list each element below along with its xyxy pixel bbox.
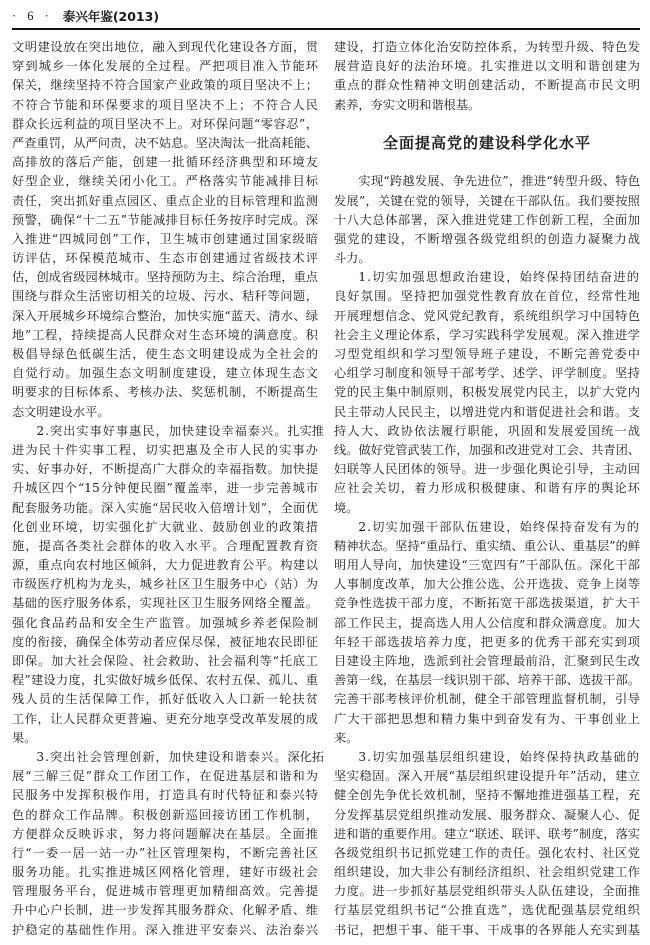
section-heading: 全面提高党的建设科学化水平	[382, 133, 591, 152]
text-line: 实现“跨越发展、争先进位”，推进“转型升级、特色	[358, 174, 640, 189]
text-line: 明用人导向，加快建设“三宽四有”干部队伍。深化干部	[334, 558, 640, 573]
text-line: 斗力。	[334, 251, 371, 266]
text-line	[12, 748, 324, 767]
text-line	[334, 748, 640, 767]
text-line: 好型企业，继续关闭小化工。严格落实节能减排目标	[12, 174, 318, 189]
text-line: 习型党组织和学习型领导班子建设，不断完善党委中	[334, 347, 640, 362]
text-line: 服务功能。扎实推进城区网格化管理，建好市级社会	[12, 865, 318, 880]
text-line: 严查重罚，从严问责，决不姑息。坚决淘汰一批高耗能、	[12, 135, 318, 150]
left-column	[12, 38, 324, 940]
text-line: 十八大总体部署，深入推进党建工作创新工程，全面加	[334, 212, 640, 227]
text-line: 境。	[334, 500, 359, 515]
text-line: 进为民十件实事工程，切实把惠及全市人民的实事办	[12, 442, 318, 457]
text-line: 发展”，关键在党的领导，关键在干部队伍。我们要按照	[334, 193, 640, 208]
text-line: 基础的医疗服务体系，实现社区卫生服务网络全覆盖。	[12, 596, 318, 611]
text-line: 开展理想信念、党风党纪教育，系统组织学习中国特色	[334, 308, 640, 323]
text-line: 自觉行动。加强生态文明制度建设，建立体现生态文	[12, 366, 318, 381]
text-line: 分发挥基层党组织推动发展、服务群众、凝聚人心、促	[334, 807, 640, 822]
text-line: 升中心户长制，进一步发挥其服务群众、化解矛盾、维	[12, 903, 318, 918]
page-number: · 6 ·	[12, 8, 53, 23]
text-line: 色的群众工作品牌。积极创新巡回接访团工作机制，	[12, 807, 318, 822]
line-text: 扎实推	[287, 423, 324, 438]
text-line: 民主带动人民民主，以增进党内和谐促进社会和谐。支	[334, 404, 640, 419]
text-line: 市级医疗机构为龙头，城乡社区卫生服务中心（站）为	[12, 577, 318, 592]
text-line: 人事制度改革，加大公推公选、公开选拔、竞争上岗等	[334, 577, 640, 592]
text-line: 文明建设放在突出地位，融入到现代化建设各方面，贯	[12, 40, 318, 54]
text-line: 广大干部把思想和精力集中到奋发有为、干事创业上	[334, 711, 640, 726]
text-line: 线。做好党管武装工作，加强和改进党对工会、共青团、	[334, 442, 640, 457]
text-line: 妇联等人民团体的领导。进一步强化舆论引导，主动回	[334, 462, 640, 477]
paragraph	[12, 38, 318, 422]
text-line: 化创业环境，切实强化扩大就业、鼓励创业的政策措	[12, 519, 318, 534]
text-line: 社会主义理论体系，学习实践科学发展观。深入推进学	[334, 327, 640, 342]
text-line: 入推进“四城同创”工作，卫生城市创建通过国家级暗	[12, 231, 318, 246]
text-line: 不符合节能和环保要求的项目坚决不上；不符合人民	[12, 97, 318, 112]
text-line: 建设，打造立体化治安防控体系，为转型升级、特色发	[334, 40, 640, 54]
text-line: 管理服务平台，促进城市管理更加精细高效。完善提	[12, 884, 318, 899]
text-line: 精神状态。坚持“重品行、重实绩、重公认、重基层”的鲜	[334, 538, 640, 553]
text-line: 良好氛围。坚持把加强党性教育放在首位，经常性地	[334, 289, 640, 304]
paragraph	[334, 268, 640, 517]
text-line: 行基层党组织书记“公推直选”，选优配强基层党组织	[334, 903, 640, 918]
text-line: 组织建设，加大非公有制经济组织、社会组织党建工作	[334, 865, 640, 880]
text-line: 持人大、政协依法履行职能，巩固和发展爱国统一战	[334, 423, 640, 438]
text-line: 进和谐的重要作用。建立“联述、联评、联考”制度，落实	[334, 826, 640, 841]
text-line: 书记，把想干事、能干事、干成事的各界能人充实到基	[334, 922, 640, 937]
text-line: 展“三解三促”群众工作团工作，在促进基层和谐和为	[12, 769, 318, 784]
text-line: 高排放的落后产能，创建一批循环经济典型和环境友	[12, 155, 318, 170]
text-line: 施，提高各类社会群体的收入水平。合理配置教育资	[12, 538, 318, 553]
text-line: 深入开展城乡环境综合整治，加快实施“蓝天、清水、绿	[12, 308, 318, 323]
paragraph	[334, 38, 640, 115]
text-line: 度的衔接，确保全体劳动者应保尽保，被征地农民即征	[12, 634, 318, 649]
subsection-lead: 2.突出实事好事惠民，加快建设幸福泰兴。	[36, 423, 288, 438]
text-line: 健全创先争优长效机制，坚持不懈地推进强基工程，充	[334, 788, 640, 803]
text-line: 应社会关切，着力形成积极健康、和谐有序的舆论环	[334, 481, 640, 496]
subsection-lead: 2.切实加强干部队伍建设，始终保持奋发有为的	[358, 519, 640, 534]
paragraph	[334, 748, 640, 940]
text-line: 明要求的目标体系、考核办法、奖惩机制，不断提高生	[12, 385, 318, 400]
text-line: 部工作民主，提高选人用人公信度和群众满意度。加大	[334, 615, 640, 630]
line-text: 深化拓	[287, 749, 324, 764]
text-line: 保关，继续坚持不符合国家产业政策的项目坚决不上；	[12, 78, 318, 93]
text-line: 党的民主集中制原则，积极发展党内民主，以扩大党内	[334, 385, 640, 400]
text-line	[12, 422, 324, 441]
text-line: 来。	[334, 730, 359, 745]
text-line: 善第一线，在基层一线识别干部、培养干部、选拔干部。	[334, 673, 640, 688]
subsection-lead: 3.突出社会管理创新，加快建设和谐泰兴。	[36, 749, 288, 764]
header-rule	[12, 28, 640, 30]
text-line: 残人员的生活保障工作，抓好低收入人口新一轮扶贫	[12, 692, 318, 707]
text-line: 目建设主阵地，选派到社会管理最前沿，汇聚到民生改	[334, 654, 640, 669]
text-line	[334, 518, 640, 537]
text-line: 估，创成省级园林城市。坚持预防为主、综合治理，重点	[12, 270, 318, 285]
text-line: 预警，确保“十二五”节能减排目标任务按序时完成。深	[12, 212, 318, 227]
text-line: 穿到城乡一体化发展的全过程。严把项目准入节能环	[12, 59, 318, 74]
text-line: 程”建设力度，扎实做好城乡低保、农村五保、孤儿、重	[12, 673, 318, 688]
text-line: 素养，夯实文明和谐根基。	[334, 97, 481, 112]
text-line: 力度。进一步抓好基层党组织带头人队伍建设，全面推	[334, 884, 640, 899]
text-line: 行“一委一居一站一办”社区管理架构，不断完善社区	[12, 845, 318, 860]
text-line: 果。	[12, 730, 37, 745]
text-line: 态文明建设水平。	[12, 404, 110, 419]
text-line: 地”工程，持续提高人民群众对生态环境的满意度。积	[12, 327, 318, 342]
right-column	[334, 38, 640, 940]
text-line: 强化食品药品和安全生产监管。加强城乡养老保险制	[12, 615, 318, 630]
book-title: 泰兴年鉴(2013)	[62, 9, 160, 24]
text-line	[334, 268, 640, 287]
text-line: 坚实稳固。深入开展“基层组织建设提升年”活动，建立	[334, 769, 640, 784]
text-line: 民服务中发挥积极作用，打造具有时代特征和泰兴特	[12, 788, 318, 803]
text-line: 围绕与群众生活密切相关的垃圾、污水、秸秆等问题，	[12, 289, 318, 304]
text-line: 群众长远利益的项目坚决不上。对环保问题“零容忍”，	[12, 116, 318, 131]
paragraph	[334, 518, 640, 748]
text-line: 责任，突出抓好重点园区、重点企业的目标管理和监测	[12, 193, 318, 208]
subsection-lead: 1.切实加强思想政治建设，始终保持团结奋进的	[358, 270, 640, 285]
running-header	[12, 6, 159, 26]
text-line: 即保。加大社会保险、社会救助、社会福利等“托底工	[12, 654, 318, 668]
text-line: 各级党组织书记抓党建工作的责任。强化农村、社区党	[334, 845, 640, 860]
text-line: 方便群众反映诉求，努力将问题解决在基层。全面推	[12, 826, 318, 841]
text-line: 竞争性选拔干部力度，不断拓宽干部选拔渠道，扩大干	[334, 596, 640, 611]
text-line: 展营造良好的法治环境。扎实推进以文明和谐创建为	[334, 59, 640, 74]
text-line: 护稳定的基础性作用。深入推进平安泰兴、法治泰兴	[12, 922, 318, 937]
text-line: 源，重点向农村地区倾斜，大力促进教育公平。构建以	[12, 558, 318, 573]
paragraph	[334, 172, 640, 268]
text-line: 极倡导绿色低碳生活，使生态文明建设成为全社会的	[12, 347, 318, 361]
text-line: 实、好事办好，不断提高广大群众的幸福指数。加快提	[12, 462, 318, 477]
text-line: 年轻干部选拔培养力度，把更多的优秀干部充实到项	[334, 634, 640, 649]
text-line: 升城区四个“15分钟便民圈”覆盖率，进一步完善城市	[12, 481, 318, 496]
text-line: 重点的群众性精神文明创建活动，不断提高市民文明	[334, 78, 640, 93]
text-line: 强党的建设，不断增强各级党组织的创造力凝聚力战	[334, 231, 640, 246]
text-line: 心组学习制度和领导干部考学、述学、评学制度。坚持	[334, 366, 640, 381]
subsection-lead: 3.切实加强基层组织建设，始终保持执政基础的	[358, 749, 640, 764]
text-line: 完善干部考核评价机制，健全干部管理监督机制，引导	[334, 692, 640, 707]
paragraph	[12, 748, 324, 940]
paragraph	[12, 422, 324, 748]
text-line: 访评估，环保模范城市、生态市创建通过省级技术评	[12, 251, 318, 266]
text-line: 配套服务功能。深入实施“居民收入倍增计划”，全面优	[12, 500, 318, 515]
text-line: 工作，让人民群众更普遍、更充分地享受改革发展的成	[12, 711, 318, 726]
